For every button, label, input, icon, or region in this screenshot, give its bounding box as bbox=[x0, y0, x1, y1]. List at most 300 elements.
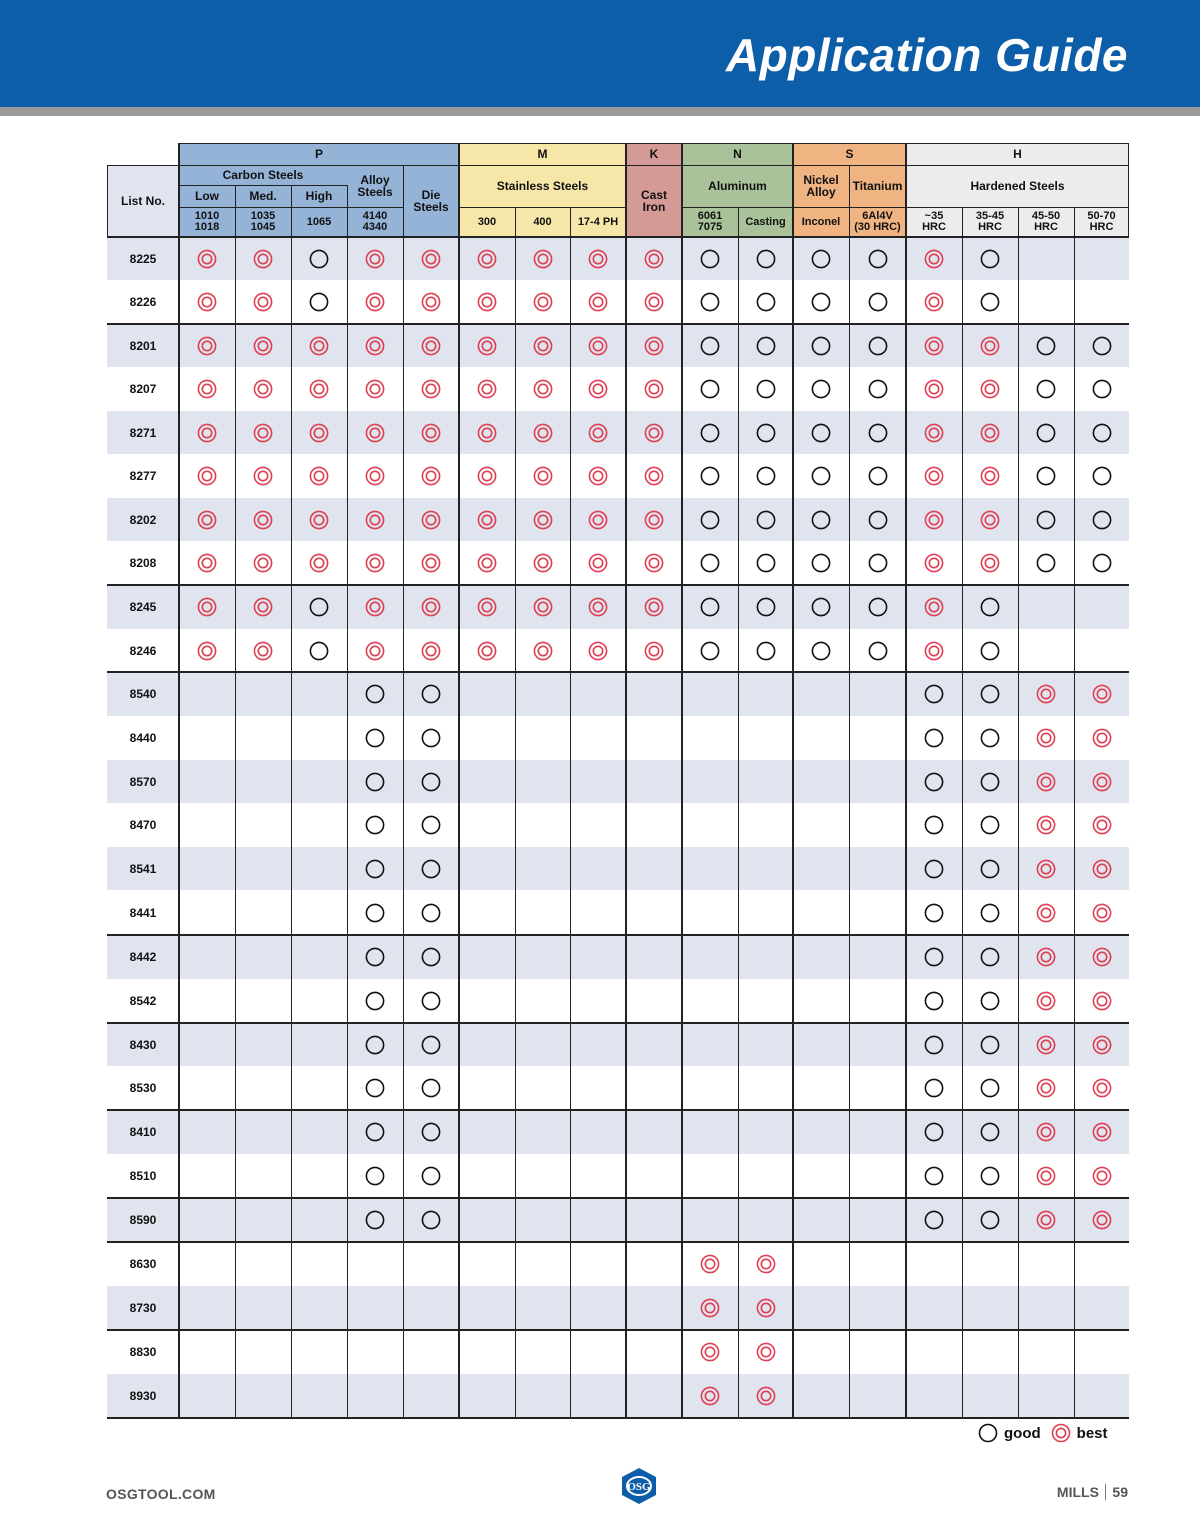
list-number: 8441 bbox=[129, 905, 157, 920]
good-rating-icon bbox=[867, 378, 889, 400]
best-rating-icon bbox=[196, 552, 218, 574]
good-rating-icon bbox=[420, 771, 442, 793]
grid-hline bbox=[107, 236, 1129, 238]
best-rating-icon bbox=[196, 422, 218, 444]
good-rating-icon bbox=[1035, 335, 1057, 357]
good-rating-icon bbox=[699, 335, 721, 357]
best-rating-icon bbox=[1091, 1165, 1113, 1187]
best-rating-icon bbox=[979, 465, 1001, 487]
best-rating-icon bbox=[1035, 1121, 1057, 1143]
best-rating-icon bbox=[643, 465, 665, 487]
good-rating-icon bbox=[867, 335, 889, 357]
good-rating-icon bbox=[979, 902, 1001, 924]
best-rating-icon bbox=[1035, 683, 1057, 705]
best-rating-icon bbox=[532, 248, 554, 270]
good-rating-icon bbox=[979, 640, 1001, 662]
best-rating-icon bbox=[1091, 1209, 1113, 1231]
best-rating-icon bbox=[923, 640, 945, 662]
best-rating-icon bbox=[532, 378, 554, 400]
best-rating-icon bbox=[532, 422, 554, 444]
list-number: 8570 bbox=[129, 774, 157, 789]
grid-vline bbox=[1074, 207, 1075, 237]
good-rating-icon bbox=[420, 1034, 442, 1056]
good-rating-icon bbox=[923, 1034, 945, 1056]
good-rating-icon bbox=[810, 248, 832, 270]
group-header-S: S bbox=[793, 143, 906, 165]
good-rating-icon bbox=[364, 946, 386, 968]
best-rating-icon bbox=[643, 422, 665, 444]
carbon-sub-low: Low bbox=[179, 185, 235, 207]
grid-hline bbox=[107, 1109, 1129, 1111]
best-rating-icon bbox=[1091, 727, 1113, 749]
list-number: 8245 bbox=[129, 600, 157, 614]
good-rating-icon bbox=[755, 335, 777, 357]
good-rating-icon bbox=[1035, 422, 1057, 444]
best-rating-icon bbox=[476, 509, 498, 531]
grid-hline bbox=[107, 165, 179, 166]
good-rating-icon bbox=[420, 814, 442, 836]
best-rating-icon bbox=[532, 465, 554, 487]
good-rating-icon bbox=[979, 1209, 1001, 1231]
grid-vline bbox=[681, 143, 683, 1418]
grid-hline bbox=[107, 934, 1129, 936]
good-rating-icon bbox=[979, 683, 1001, 705]
list-number: 8271 bbox=[129, 425, 157, 440]
best-rating-icon bbox=[923, 509, 945, 531]
website-url[interactable]: OSGTOOL.COM bbox=[106, 1486, 216, 1502]
grid-vline bbox=[291, 207, 292, 1418]
best-rating-icon bbox=[420, 552, 442, 574]
table-row bbox=[107, 1198, 1129, 1242]
legend-good-label: good bbox=[1004, 1424, 1041, 1442]
good-rating-icon bbox=[420, 1121, 442, 1143]
good-rating-icon bbox=[420, 1209, 442, 1231]
group-header-P: P bbox=[179, 143, 459, 165]
best-rating-icon bbox=[308, 422, 330, 444]
list-number: 8277 bbox=[129, 469, 157, 483]
best-rating-icon bbox=[364, 509, 386, 531]
good-rating-icon bbox=[923, 902, 945, 924]
best-rating-icon bbox=[308, 465, 330, 487]
list-number: 8930 bbox=[129, 1389, 157, 1403]
best-rating-icon bbox=[420, 596, 442, 618]
carbon-sub-med: Med. bbox=[235, 185, 291, 207]
good-circle-icon bbox=[978, 1423, 998, 1443]
grid-vline bbox=[570, 207, 571, 237]
best-rating-icon bbox=[699, 1385, 721, 1407]
good-rating-icon bbox=[364, 1034, 386, 1056]
good-rating-icon bbox=[1091, 465, 1113, 487]
good-rating-icon bbox=[699, 465, 721, 487]
best-rating-icon bbox=[196, 509, 218, 531]
best-rating-icon bbox=[1091, 858, 1113, 880]
good-rating-icon bbox=[979, 814, 1001, 836]
best-rating-icon bbox=[252, 291, 274, 313]
table-row bbox=[107, 1154, 1129, 1198]
good-rating-icon bbox=[364, 771, 386, 793]
table-row bbox=[107, 1374, 1129, 1418]
list-number: 8226 bbox=[129, 295, 157, 309]
good-rating-icon bbox=[979, 596, 1001, 618]
best-rating-icon bbox=[755, 1297, 777, 1319]
grade-header-11: Casting bbox=[738, 207, 793, 237]
grid-hline bbox=[179, 143, 1129, 144]
grid-vline bbox=[458, 143, 460, 1418]
good-rating-icon bbox=[979, 1121, 1001, 1143]
best-rating-icon bbox=[1091, 990, 1113, 1012]
grid-vline bbox=[403, 165, 404, 207]
good-rating-icon bbox=[810, 640, 832, 662]
application-guide-table bbox=[107, 143, 1129, 1418]
best-rating-icon bbox=[252, 465, 274, 487]
good-rating-icon bbox=[923, 727, 945, 749]
good-rating-icon bbox=[1035, 552, 1057, 574]
list-number: 8207 bbox=[129, 382, 157, 396]
best-rating-icon bbox=[420, 640, 442, 662]
best-rating-icon bbox=[1091, 946, 1113, 968]
grade-header-15: 35-45 HRC bbox=[962, 207, 1018, 237]
section-name: MILLS bbox=[1056, 1484, 1099, 1500]
best-rating-icon bbox=[979, 509, 1001, 531]
best-rating-icon bbox=[532, 509, 554, 531]
good-rating-icon bbox=[699, 248, 721, 270]
best-rating-icon bbox=[643, 509, 665, 531]
page-title: Application Guide bbox=[725, 29, 1128, 81]
carbon-sub-high: High bbox=[291, 185, 347, 207]
grid-hline bbox=[107, 1241, 1129, 1243]
best-rating-icon bbox=[643, 640, 665, 662]
list-number: 8530 bbox=[129, 1081, 157, 1095]
best-rating-icon bbox=[1091, 1077, 1113, 1099]
good-rating-icon bbox=[364, 1077, 386, 1099]
good-rating-icon bbox=[979, 771, 1001, 793]
best-rating-icon bbox=[476, 640, 498, 662]
best-rating-icon bbox=[1035, 902, 1057, 924]
good-rating-icon bbox=[364, 727, 386, 749]
best-rating-icon bbox=[364, 465, 386, 487]
best-rating-icon bbox=[1035, 1209, 1057, 1231]
good-rating-icon bbox=[979, 1165, 1001, 1187]
grid-vline bbox=[962, 207, 963, 1418]
grid-vline bbox=[738, 207, 739, 1418]
grade-header-14: ~35 HRC bbox=[906, 207, 962, 237]
grid-vline bbox=[515, 207, 516, 237]
logo-text: OSG bbox=[627, 1481, 651, 1493]
grid-hline bbox=[179, 165, 1129, 166]
good-rating-icon bbox=[364, 1209, 386, 1231]
grade-header-2: 1035 1045 bbox=[235, 207, 291, 237]
best-rating-icon bbox=[923, 248, 945, 270]
good-rating-icon bbox=[699, 640, 721, 662]
grade-header-16: 45-50 HRC bbox=[1018, 207, 1074, 237]
carbon-steels-header: Carbon Steels bbox=[179, 165, 347, 185]
best-rating-icon bbox=[476, 422, 498, 444]
good-rating-icon bbox=[308, 291, 330, 313]
list-number: 8541 bbox=[129, 861, 157, 876]
aluminum-header: Aluminum bbox=[682, 165, 793, 207]
best-rating-icon bbox=[923, 291, 945, 313]
best-rating-icon bbox=[1035, 771, 1057, 793]
hardened-steels-header: Hardened Steels bbox=[906, 165, 1129, 207]
best-rating-icon bbox=[364, 248, 386, 270]
grade-header-3: 1065 bbox=[291, 207, 347, 237]
list-number: 8442 bbox=[129, 950, 157, 964]
good-rating-icon bbox=[699, 552, 721, 574]
grid-vline bbox=[107, 165, 108, 237]
best-rating-icon bbox=[923, 465, 945, 487]
best-rating-icon bbox=[308, 552, 330, 574]
best-rating-icon bbox=[699, 1297, 721, 1319]
best-rating-icon bbox=[532, 335, 554, 357]
best-rating-icon bbox=[196, 378, 218, 400]
best-rating-icon bbox=[587, 422, 609, 444]
list-number: 8440 bbox=[129, 731, 157, 745]
good-rating-icon bbox=[810, 552, 832, 574]
best-rating-icon bbox=[420, 335, 442, 357]
grid-vline bbox=[1018, 207, 1019, 1418]
grid-vline bbox=[235, 185, 236, 237]
list-number: 8246 bbox=[129, 643, 157, 658]
grid-hline bbox=[107, 1329, 1129, 1331]
grade-header-17: 50-70 HRC bbox=[1074, 207, 1129, 237]
legend bbox=[978, 1422, 1108, 1444]
good-rating-icon bbox=[867, 596, 889, 618]
best-rating-icon bbox=[643, 335, 665, 357]
grid-vline bbox=[625, 143, 627, 1418]
best-rating-icon bbox=[587, 596, 609, 618]
table-row bbox=[107, 1023, 1129, 1066]
best-rating-icon bbox=[252, 552, 274, 574]
best-rating-icon bbox=[1091, 771, 1113, 793]
good-rating-icon bbox=[810, 422, 832, 444]
best-rating-icon bbox=[364, 335, 386, 357]
best-rating-icon bbox=[420, 378, 442, 400]
good-rating-icon bbox=[755, 422, 777, 444]
best-rating-icon bbox=[364, 378, 386, 400]
good-rating-icon bbox=[1091, 335, 1113, 357]
grade-header-13: 6Al4V (30 HRC) bbox=[849, 207, 906, 237]
grid-vline bbox=[1018, 207, 1019, 237]
grid-vline bbox=[905, 143, 907, 1418]
best-rating-icon bbox=[196, 335, 218, 357]
table-row bbox=[107, 1242, 1129, 1286]
best-rating-icon bbox=[755, 1385, 777, 1407]
best-rating-icon bbox=[364, 422, 386, 444]
best-rating-icon bbox=[196, 640, 218, 662]
page-number bbox=[1057, 1484, 1128, 1500]
good-rating-icon bbox=[810, 596, 832, 618]
best-rating-icon bbox=[420, 291, 442, 313]
good-rating-icon bbox=[755, 552, 777, 574]
good-rating-icon bbox=[699, 596, 721, 618]
good-rating-icon bbox=[867, 552, 889, 574]
best-rating-icon bbox=[364, 640, 386, 662]
good-rating-icon bbox=[867, 422, 889, 444]
table-row bbox=[107, 672, 1129, 716]
best-rating-icon bbox=[1035, 990, 1057, 1012]
good-rating-icon bbox=[755, 640, 777, 662]
good-rating-icon bbox=[755, 596, 777, 618]
best-rating-icon bbox=[196, 596, 218, 618]
table-row bbox=[107, 847, 1129, 890]
good-rating-icon bbox=[420, 1077, 442, 1099]
best-rating-icon bbox=[1091, 1121, 1113, 1143]
good-rating-icon bbox=[364, 858, 386, 880]
good-rating-icon bbox=[810, 291, 832, 313]
best-rating-icon bbox=[1035, 814, 1057, 836]
good-rating-icon bbox=[420, 727, 442, 749]
nickel-alloy-header: Nickel Alloy bbox=[793, 165, 849, 207]
stainless-steels-header: Stainless Steels bbox=[459, 165, 626, 207]
good-rating-icon bbox=[979, 858, 1001, 880]
list-number: 8208 bbox=[129, 556, 157, 570]
good-rating-icon bbox=[979, 727, 1001, 749]
good-rating-icon bbox=[1091, 509, 1113, 531]
grade-header-7: 400 bbox=[515, 207, 570, 237]
good-rating-icon bbox=[923, 1121, 945, 1143]
list-number: 8730 bbox=[129, 1301, 157, 1315]
good-rating-icon bbox=[979, 1034, 1001, 1056]
list-number: 8542 bbox=[129, 994, 157, 1008]
good-rating-icon bbox=[420, 946, 442, 968]
legend-best-label: best bbox=[1076, 1424, 1108, 1442]
best-double-circle-icon bbox=[1051, 1423, 1071, 1443]
list-number: 8540 bbox=[129, 687, 157, 701]
grid-hline bbox=[107, 584, 1129, 586]
list-number: 8470 bbox=[129, 818, 157, 832]
best-rating-icon bbox=[923, 596, 945, 618]
best-rating-icon bbox=[476, 596, 498, 618]
best-rating-icon bbox=[308, 335, 330, 357]
best-rating-icon bbox=[420, 509, 442, 531]
best-rating-icon bbox=[1035, 1034, 1057, 1056]
grid-vline bbox=[849, 207, 850, 1418]
grid-vline bbox=[178, 143, 180, 1418]
good-rating-icon bbox=[810, 509, 832, 531]
best-rating-icon bbox=[308, 509, 330, 531]
grade-header-4: 4140 4340 bbox=[347, 207, 403, 237]
grid-vline bbox=[1128, 143, 1129, 237]
list-number: 8202 bbox=[129, 512, 157, 527]
grid-vline bbox=[347, 207, 348, 1418]
list-number: 8830 bbox=[129, 1345, 157, 1359]
table-row bbox=[107, 760, 1129, 803]
good-rating-icon bbox=[1091, 552, 1113, 574]
table-row bbox=[107, 935, 1129, 979]
best-rating-icon bbox=[196, 248, 218, 270]
grid-vline bbox=[962, 207, 963, 237]
list-number: 8590 bbox=[129, 1213, 157, 1227]
footer-separator bbox=[1105, 1484, 1107, 1500]
good-rating-icon bbox=[364, 902, 386, 924]
best-rating-icon bbox=[252, 335, 274, 357]
good-rating-icon bbox=[923, 990, 945, 1012]
best-rating-icon bbox=[252, 640, 274, 662]
grid-vline bbox=[792, 143, 794, 1418]
best-rating-icon bbox=[923, 552, 945, 574]
table-row bbox=[107, 1110, 1129, 1154]
best-rating-icon bbox=[1035, 858, 1057, 880]
legend-best bbox=[1051, 1423, 1108, 1443]
grid-vline bbox=[515, 207, 516, 1418]
good-rating-icon bbox=[420, 902, 442, 924]
group-header-H: H bbox=[906, 143, 1129, 165]
best-rating-icon bbox=[923, 422, 945, 444]
best-rating-icon bbox=[1035, 1077, 1057, 1099]
best-rating-icon bbox=[476, 552, 498, 574]
good-rating-icon bbox=[979, 291, 1001, 313]
best-rating-icon bbox=[643, 291, 665, 313]
best-rating-icon bbox=[1035, 1165, 1057, 1187]
grid-hline bbox=[107, 323, 1129, 325]
table-row bbox=[107, 890, 1129, 935]
good-rating-icon bbox=[420, 683, 442, 705]
grid-vline bbox=[235, 207, 236, 1418]
grid-hline bbox=[107, 1417, 1129, 1419]
best-rating-icon bbox=[1035, 727, 1057, 749]
best-rating-icon bbox=[643, 248, 665, 270]
good-rating-icon bbox=[420, 858, 442, 880]
good-rating-icon bbox=[979, 1077, 1001, 1099]
grid-vline bbox=[347, 185, 348, 237]
best-rating-icon bbox=[979, 378, 1001, 400]
list-number: 8430 bbox=[129, 1037, 157, 1052]
best-rating-icon bbox=[252, 248, 274, 270]
good-rating-icon bbox=[755, 465, 777, 487]
good-rating-icon bbox=[979, 946, 1001, 968]
good-rating-icon bbox=[923, 946, 945, 968]
grid-vline bbox=[1074, 207, 1075, 1418]
best-rating-icon bbox=[699, 1253, 721, 1275]
best-rating-icon bbox=[1091, 683, 1113, 705]
grade-header-6: 300 bbox=[459, 207, 515, 237]
grid-hline bbox=[179, 185, 347, 186]
good-rating-icon bbox=[364, 814, 386, 836]
best-rating-icon bbox=[923, 378, 945, 400]
best-rating-icon bbox=[476, 335, 498, 357]
grid-vline bbox=[849, 165, 850, 237]
best-rating-icon bbox=[643, 378, 665, 400]
table-row bbox=[107, 716, 1129, 760]
list-number: 8201 bbox=[129, 338, 157, 353]
grade-header-10: 6061 7075 bbox=[682, 207, 738, 237]
best-rating-icon bbox=[587, 291, 609, 313]
legend-good bbox=[978, 1423, 1041, 1443]
die-steels-header: Die Steels bbox=[403, 165, 459, 237]
banner-rule bbox=[0, 107, 1200, 116]
best-rating-icon bbox=[252, 422, 274, 444]
best-rating-icon bbox=[476, 291, 498, 313]
grade-header-1: 1010 1018 bbox=[179, 207, 235, 237]
best-rating-icon bbox=[420, 465, 442, 487]
good-rating-icon bbox=[867, 640, 889, 662]
best-rating-icon bbox=[364, 552, 386, 574]
page-num: 59 bbox=[1112, 1484, 1128, 1500]
group-header-N: N bbox=[682, 143, 793, 165]
good-rating-icon bbox=[699, 378, 721, 400]
good-rating-icon bbox=[308, 596, 330, 618]
table-row bbox=[107, 1286, 1129, 1330]
best-rating-icon bbox=[196, 465, 218, 487]
good-rating-icon bbox=[867, 291, 889, 313]
best-rating-icon bbox=[420, 422, 442, 444]
best-rating-icon bbox=[643, 552, 665, 574]
best-rating-icon bbox=[587, 335, 609, 357]
best-rating-icon bbox=[699, 1341, 721, 1363]
good-rating-icon bbox=[364, 683, 386, 705]
best-rating-icon bbox=[1035, 946, 1057, 968]
good-rating-icon bbox=[867, 248, 889, 270]
